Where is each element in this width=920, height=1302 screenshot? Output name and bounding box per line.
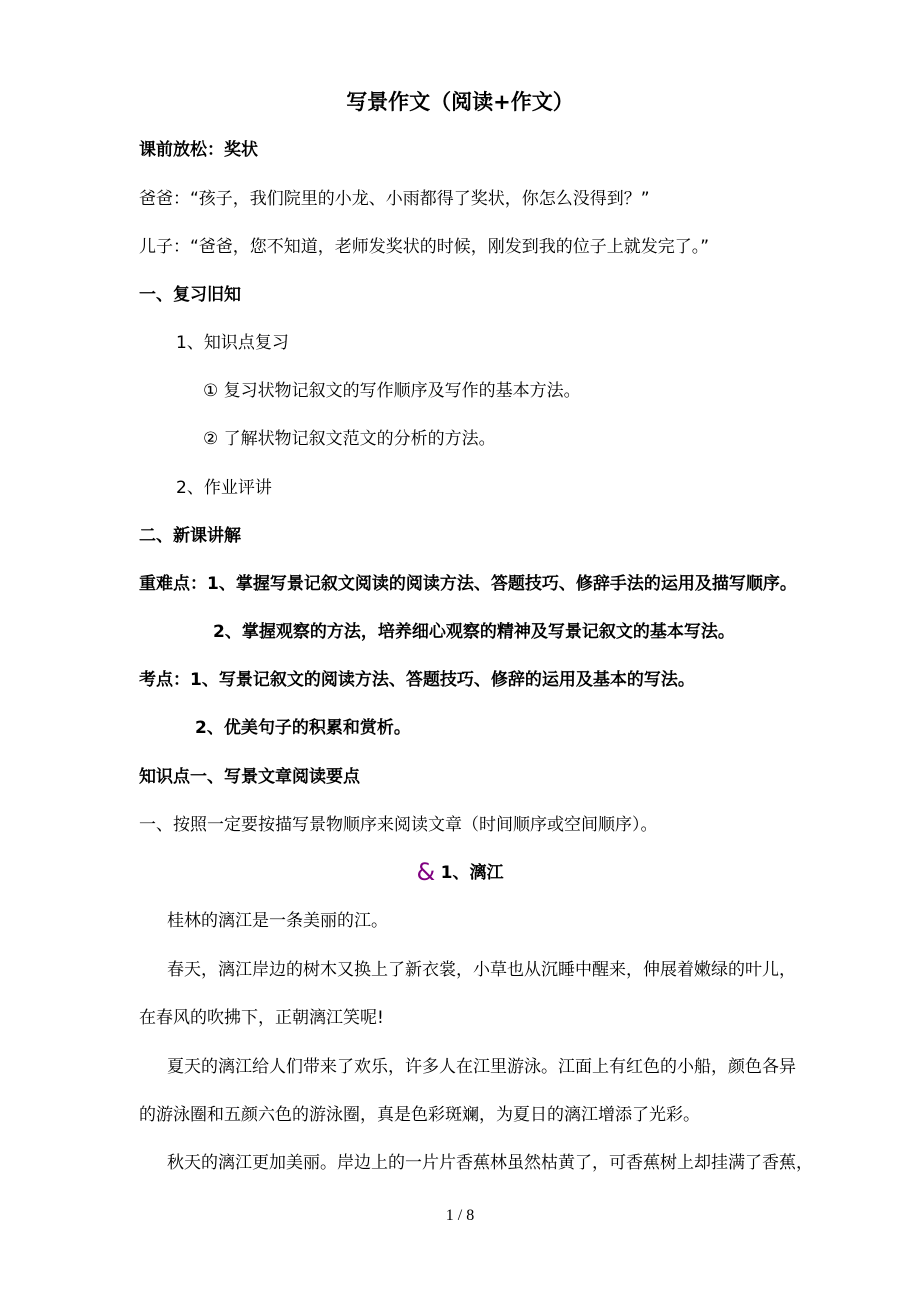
warmup-son-line: 儿子：“爸爸，您不知道，老师发奖状的时候，刚发到我的位子上就发完了。” xyxy=(139,237,710,257)
passage-paragraph-3-line-1: 夏天的漓江给人们带来了欢乐，许多人在江里游泳。江面上有红色的小船，颜色各异 xyxy=(167,1057,796,1077)
review-heading: 一、复习旧知 xyxy=(139,285,241,305)
page-title: 写景作文（阅读+作文） xyxy=(346,90,574,114)
passage-paragraph-1: 桂林的漓江是一条美丽的江。 xyxy=(167,911,388,931)
ampersand-symbol: & xyxy=(416,858,436,886)
newlesson-heading: 二、新课讲解 xyxy=(139,526,241,546)
passage-title-line xyxy=(0,858,920,887)
exam-points-line-1: 考点：1、写景记叙文的阅读方法、答题技巧、修辞的运用及基本的写法。 xyxy=(139,670,695,690)
passage-paragraph-2-line-1: 春天，漓江岸边的树木又换上了新衣裳，小草也从沉睡中醒来，伸展着嫩绿的叶儿， xyxy=(167,960,796,980)
knowledge-heading: 知识点一、写景文章阅读要点 xyxy=(139,767,360,787)
passage-title: 1、漓江 xyxy=(440,863,504,883)
key-points-line-2: 2、掌握观察的方法，培养细心观察的精神及写景记叙文的基本写法。 xyxy=(213,622,735,642)
page-number: 1 / 8 xyxy=(445,1207,475,1224)
warmup-heading: 课前放松：奖状 xyxy=(139,140,258,160)
passage-paragraph-4-line-1: 秋天的漓江更加美丽。岸边上的一片片香蕉林虽然枯黄了，可香蕉树上却挂满了香蕉， xyxy=(167,1153,813,1173)
passage-paragraph-3-line-2: 的游泳圈和五颜六色的游泳圈，真是色彩斑斓，为夏日的漓江增添了光彩。 xyxy=(139,1105,700,1125)
knowledge-point-1: 一、按照一定要按描写景物顺序来阅读文章（时间顺序或空间顺序）。 xyxy=(139,815,658,835)
review-sub-item-2: ② 了解状物记叙文范文的分析的方法。 xyxy=(203,429,496,449)
review-item-1: 1、知识点复习 xyxy=(176,333,289,353)
review-item-2: 2、作业评讲 xyxy=(176,478,272,498)
passage-paragraph-2-line-2: 在春风的吹拂下，正朝漓江笑呢! xyxy=(139,1008,384,1028)
review-sub-item-1: ① 复习状物记叙文的写作顺序及写作的基本方法。 xyxy=(203,381,581,401)
key-points-line-1: 重难点：1、掌握写景记叙文阅读的阅读方法、答题技巧、修辞手法的运用及描写顺序。 xyxy=(139,574,797,594)
warmup-dad-line: 爸爸：“孩子，我们院里的小龙、小雨都得了奖状，你怎么没得到？” xyxy=(139,189,650,209)
exam-points-line-2: 2、优美句子的积累和赏析。 xyxy=(195,718,411,738)
